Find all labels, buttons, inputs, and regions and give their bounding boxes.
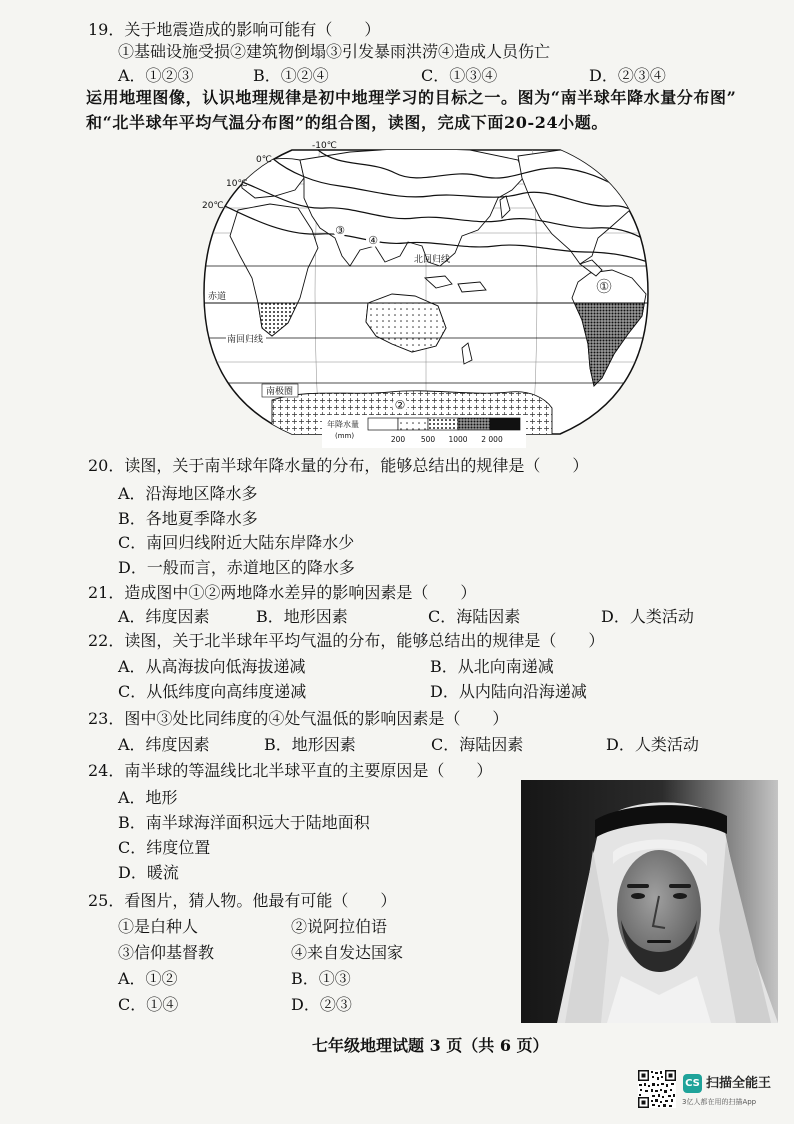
- question-20-option-d: D．一般而言，赤道地区的降水多: [118, 558, 355, 577]
- eye-right: [673, 893, 687, 899]
- legend-unit: (mm): [335, 432, 355, 440]
- question-23-stem: 23．图中③处比同纬度的④处气温低的影响因素是（ ）: [88, 709, 509, 728]
- question-25-statement-4: ④来自发达国家: [291, 943, 404, 962]
- question-24-option-d: D．暖流: [118, 863, 179, 882]
- question-24-option-c: C．纬度位置: [118, 838, 211, 857]
- legend-tick-200: 200: [390, 435, 406, 444]
- question-22-stem: 22．读图，关于北半球年平均气温的分布，能够总结出的规律是（ ）: [88, 631, 605, 650]
- marker-1: ①: [599, 280, 609, 293]
- question-24-option-b: B．南半球海洋面积远大于陆地面积: [118, 813, 370, 832]
- question-25-option-b: B．①③: [291, 969, 351, 988]
- legend-tick-1000: 1000: [448, 435, 468, 444]
- precipitation-legend: [322, 415, 526, 448]
- question-25-option-a: A．①②: [118, 969, 178, 988]
- question-22-option-d: D．从内陆向沿海递减: [430, 682, 587, 701]
- question-21-option-a: A．纬度因素: [118, 607, 210, 626]
- question-19-option-d: D．②③④: [589, 66, 666, 85]
- tropic-of-cancer-label: 北回归线: [414, 255, 451, 265]
- question-23-option-a: A．纬度因素: [118, 735, 210, 754]
- intro-line-1: 运用地理图像，认识地理规律是初中地理学习的目标之一。图为“南半球年降水量分布图”: [86, 88, 737, 107]
- question-23-option-b: B．地形因素: [264, 735, 356, 754]
- question-25-stem: 25．看图片，猜人物。他最有可能（ ）: [88, 891, 397, 910]
- legend-swatch-2: [398, 418, 428, 430]
- question-20-option-a: A．沿海地区降水多: [118, 484, 258, 503]
- eyebrow-right: [669, 884, 691, 888]
- marker-4: ④: [368, 234, 378, 247]
- isotherm-label-20: 20℃: [202, 201, 224, 211]
- marker-2: ②: [394, 398, 406, 412]
- isotherm-label-0: 0℃: [256, 155, 272, 165]
- question-19-option-b: B．①②④: [253, 66, 329, 85]
- page-footer: 七年级地理试题 3 页（共 6 页）: [312, 1036, 549, 1055]
- question-22-option-b: B．从北向南递减: [430, 657, 554, 676]
- legend-swatch-5: [490, 418, 520, 430]
- tropic-of-capricorn-label: 南回归线: [227, 335, 264, 345]
- legend-tick-500: 500: [420, 435, 436, 444]
- question-23-option-d: D．人类活动: [606, 735, 699, 754]
- legend-swatch-1: [368, 418, 398, 430]
- portrait-photo: [521, 780, 778, 1023]
- legend-title: 年降水量: [327, 420, 359, 429]
- question-20-option-c: C．南回归线附近大陆东岸降水少: [118, 533, 355, 552]
- isotherm-label-minus10: -10℃: [312, 141, 337, 151]
- question-21-option-b: B．地形因素: [256, 607, 348, 626]
- camscanner-brand-name: 扫描全能王: [706, 1076, 772, 1091]
- equator-label: 赤道: [208, 292, 227, 302]
- intro-line-2: 和“北半球年平均气温分布图”的组合图，读图，完成下面20-24小题。: [86, 113, 608, 132]
- question-19-statements: ①基础设施受损②建筑物倒塌③引发暴雨洪涝④造成人员伤亡: [118, 42, 551, 61]
- mouth: [647, 940, 671, 943]
- camscanner-slogan: 3亿人都在用的扫描App: [682, 1098, 757, 1106]
- eyebrow-left: [627, 884, 649, 888]
- legend-swatch-4: [458, 418, 490, 430]
- question-25-option-c: C．①④: [118, 995, 179, 1014]
- antarctic-circle-label: 南极圈: [266, 387, 294, 397]
- question-25-statement-2: ②说阿拉伯语: [291, 917, 388, 936]
- qr-code-icon: [638, 1070, 676, 1108]
- world-map-figure: [200, 138, 652, 448]
- question-25-option-d: D．②③: [291, 995, 352, 1014]
- question-20-option-b: B．各地夏季降水多: [118, 509, 258, 528]
- question-20-stem: 20．读图，关于南半球年降水量的分布，能够总结出的规律是（ ）: [88, 456, 589, 475]
- question-22-option-c: C．从低纬度向高纬度递减: [118, 682, 307, 701]
- question-21-stem: 21．造成图中①②两地降水差异的影响因素是（ ）: [88, 583, 477, 602]
- question-22-option-a: A．从高海拔向低海拔递减: [118, 657, 306, 676]
- legend-swatch-3: [428, 418, 458, 430]
- question-19-option-a: A．①②③: [118, 66, 194, 85]
- question-23-option-c: C．海陆因素: [431, 735, 524, 754]
- question-19-option-c: C．①③④: [421, 66, 498, 85]
- legend-tick-2000: 2 000: [481, 435, 503, 444]
- question-21-option-d: D．人类活动: [601, 607, 694, 626]
- question-21-option-c: C．海陆因素: [428, 607, 521, 626]
- marker-3: ③: [335, 224, 345, 237]
- question-24-option-a: A．地形: [118, 788, 178, 807]
- camscanner-logo-icon: CS: [683, 1074, 702, 1093]
- question-25-statement-3: ③信仰基督教: [118, 943, 215, 962]
- question-25-statement-1: ①是白种人: [118, 917, 199, 936]
- isotherm-label-10: 10℃: [226, 179, 248, 189]
- eye-left: [631, 893, 645, 899]
- question-19-stem: 19．关于地震造成的影响可能有（ ）: [88, 20, 381, 39]
- question-24-stem: 24．南半球的等温线比北半球平直的主要原因是（ ）: [88, 761, 493, 780]
